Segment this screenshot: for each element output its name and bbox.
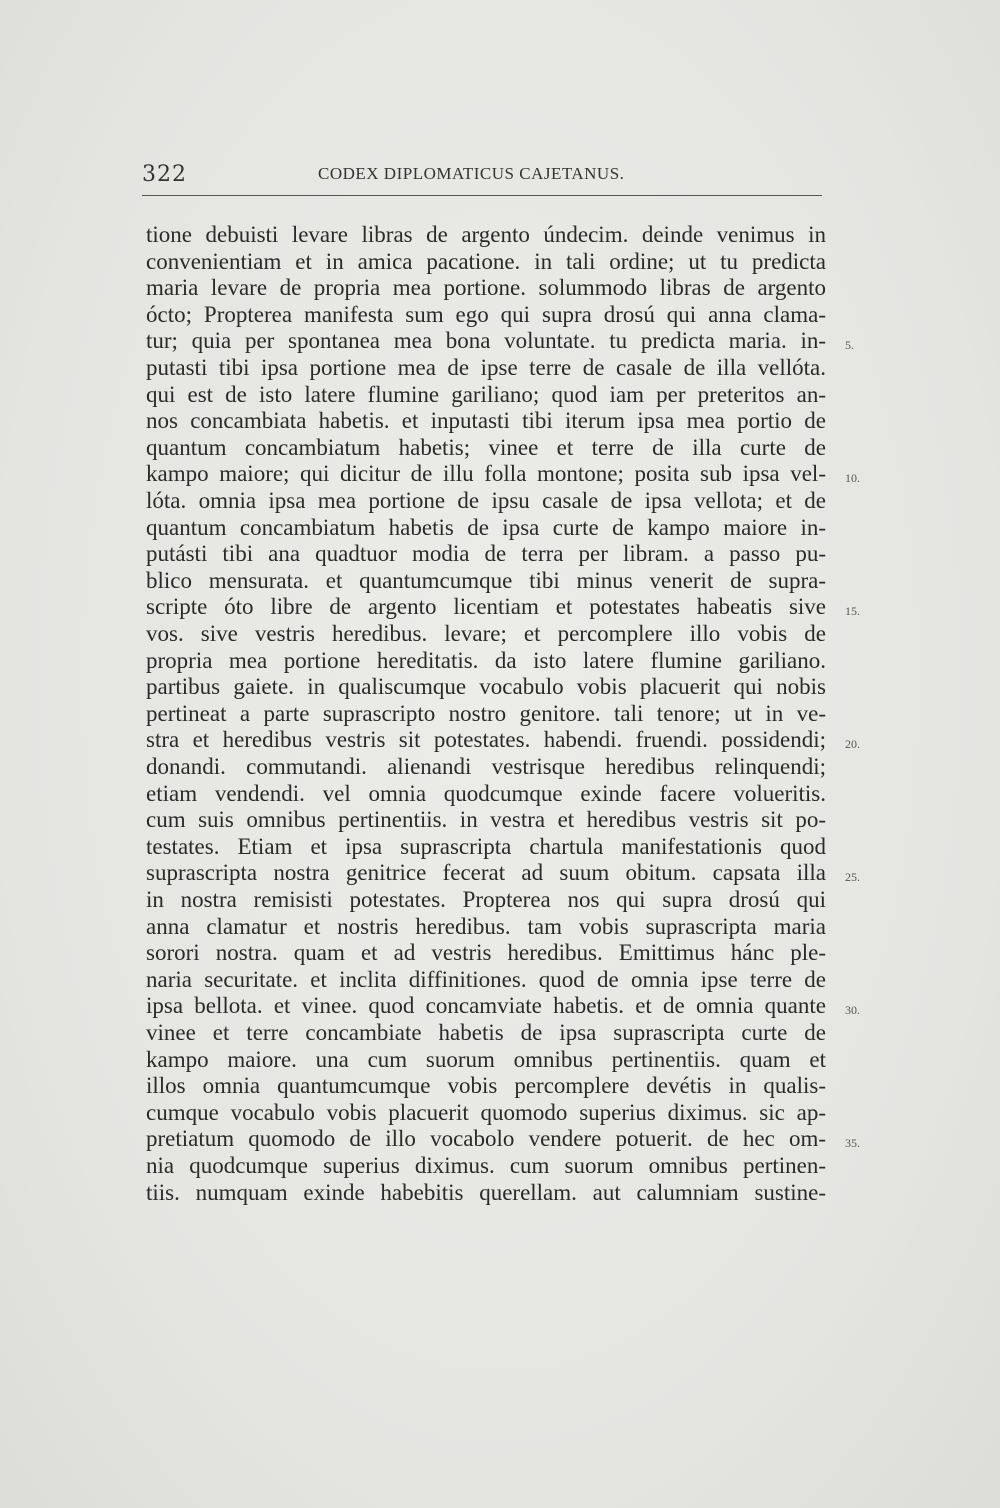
text-line: etiam vendendi. vel omnia quodcumque exinde facere volueritis. [146, 780, 826, 806]
text-line: testates. Etiam et ipsa suprascripta chartula manifestationis quod [146, 833, 826, 859]
header-rule [142, 195, 822, 196]
text-line: ipsa bellota. et vinee. quod concamviate habetis. et de omnia quante [146, 993, 826, 1019]
text-line: in nostra remisisti potestates. Propterea nos qui supra drosú qui [146, 887, 826, 912]
text-line: putásti tibi ana quadtuor modia de terra per libram. a passo pu- [146, 541, 826, 567]
text-line: kampo maiore. una cum suorum omnibus pertinentiis. quam et [146, 1046, 826, 1072]
line-number: 15. [845, 604, 860, 618]
line-number: 30. [845, 1003, 860, 1017]
line-number: 10. [845, 471, 860, 485]
text-line: tur; quia per spontanea mea bona voluntate. tu predicta maria. in- [146, 328, 826, 354]
text-line: tione debuisti levare libras de argento úndecim. deinde venimus in [146, 222, 826, 247]
text-line: lóta. omnia ipsa mea portione de ipsu casale de ipsa vellota; et de [146, 488, 826, 513]
text-line: nia quodcumque superius diximus. cum suorum omnibus pertinen- [146, 1153, 826, 1178]
text-line: vos. sive vestris heredibus. levare; et percomplere illo vobis de [146, 621, 826, 646]
text-line: suprascripta nostra genitrice fecerat ad suum obitum. capsata illa [146, 860, 826, 886]
text-line: cumque vocabulo vobis placuerit quomodo superius diximus. sic ap- [146, 1099, 826, 1125]
text-line: donandi. commutandi. alienandi vestrisque heredibus relinquendi; [146, 754, 826, 779]
line-number: 5. [845, 338, 854, 352]
text-line: pretiatum quomodo de illo vocabolo vendere potuerit. de hec om- [146, 1126, 826, 1152]
text-line: illos omnia quantumcumque vobis percomplere devétis in qualis- [146, 1073, 826, 1099]
text-line: stra et heredibus vestris sit potestates. habendi. fruendi. possidendi; [146, 727, 826, 753]
text-line: convenientiam et in amica pacatione. in tali ordine; ut tu predicta [146, 248, 826, 274]
text-line: quantum concambiatum habetis; vinee et terre de illa curte de [146, 434, 826, 460]
text-line: nos concambiata habetis. et inputasti tibi iterum ipsa mea portio de [146, 408, 826, 434]
text-line: scripte óto libre de argento licentiam et potestates habeatis sive [146, 594, 826, 620]
text-line: naria securitate. et inclita diffinitiones. quod de omnia ipse terre de [146, 966, 826, 992]
line-number: 20. [845, 737, 860, 751]
text-line: maria levare de propria mea portione. solummodo libras de argento [146, 275, 826, 301]
page-header [142, 160, 822, 190]
line-number: 35. [845, 1136, 860, 1150]
text-line: qui est de isto latere flumine gariliano; quod iam per preteritos an- [146, 381, 826, 407]
text-line: putasti tibi ipsa portione mea de ipse terre de casale de illa vellóta. [146, 355, 826, 380]
text-line: tiis. numquam exinde habebitis querellam. aut calumniam sustine- [146, 1179, 826, 1205]
text-line: blico mensurata. et quantumcumque tibi minus venerit de supra- [146, 567, 826, 593]
text-line: propria mea portione hereditatis. da isto latere flumine gariliano. [146, 647, 826, 673]
text-line: anna clamatur et nostris heredibus. tam vobis suprascripta maria [146, 913, 826, 939]
text-line: vinee et terre concambiate habetis de ipsa suprascripta curte de [146, 1020, 826, 1045]
text-line: kampo maiore; qui dicitur de illu folla montone; posita sub ipsa vel- [146, 461, 826, 487]
text-line: ócto; Propterea manifesta sum ego qui supra drosú qui anna clama- [146, 301, 826, 327]
text-line: partibus gaiete. in qualiscumque vocabulo vobis placuerit qui nobis [146, 674, 826, 700]
text-line: cum suis omnibus pertinentiis. in vestra et heredibus vestris sit po- [146, 807, 826, 833]
text-line: sorori nostra. quam et ad vestris heredibus. Emittimus hánc ple- [146, 940, 826, 966]
page-number: 322 [142, 162, 187, 187]
line-number: 25. [845, 870, 860, 884]
text-line: pertineat a parte suprascripto nostro genitore. tali tenore; ut in ve- [146, 700, 826, 726]
running-title: CODEX DIPLOMATICUS CAJETANUS. [318, 164, 625, 183]
text-line: quantum concambiatum habetis de ipsa curte de kampo maiore in- [146, 514, 826, 540]
